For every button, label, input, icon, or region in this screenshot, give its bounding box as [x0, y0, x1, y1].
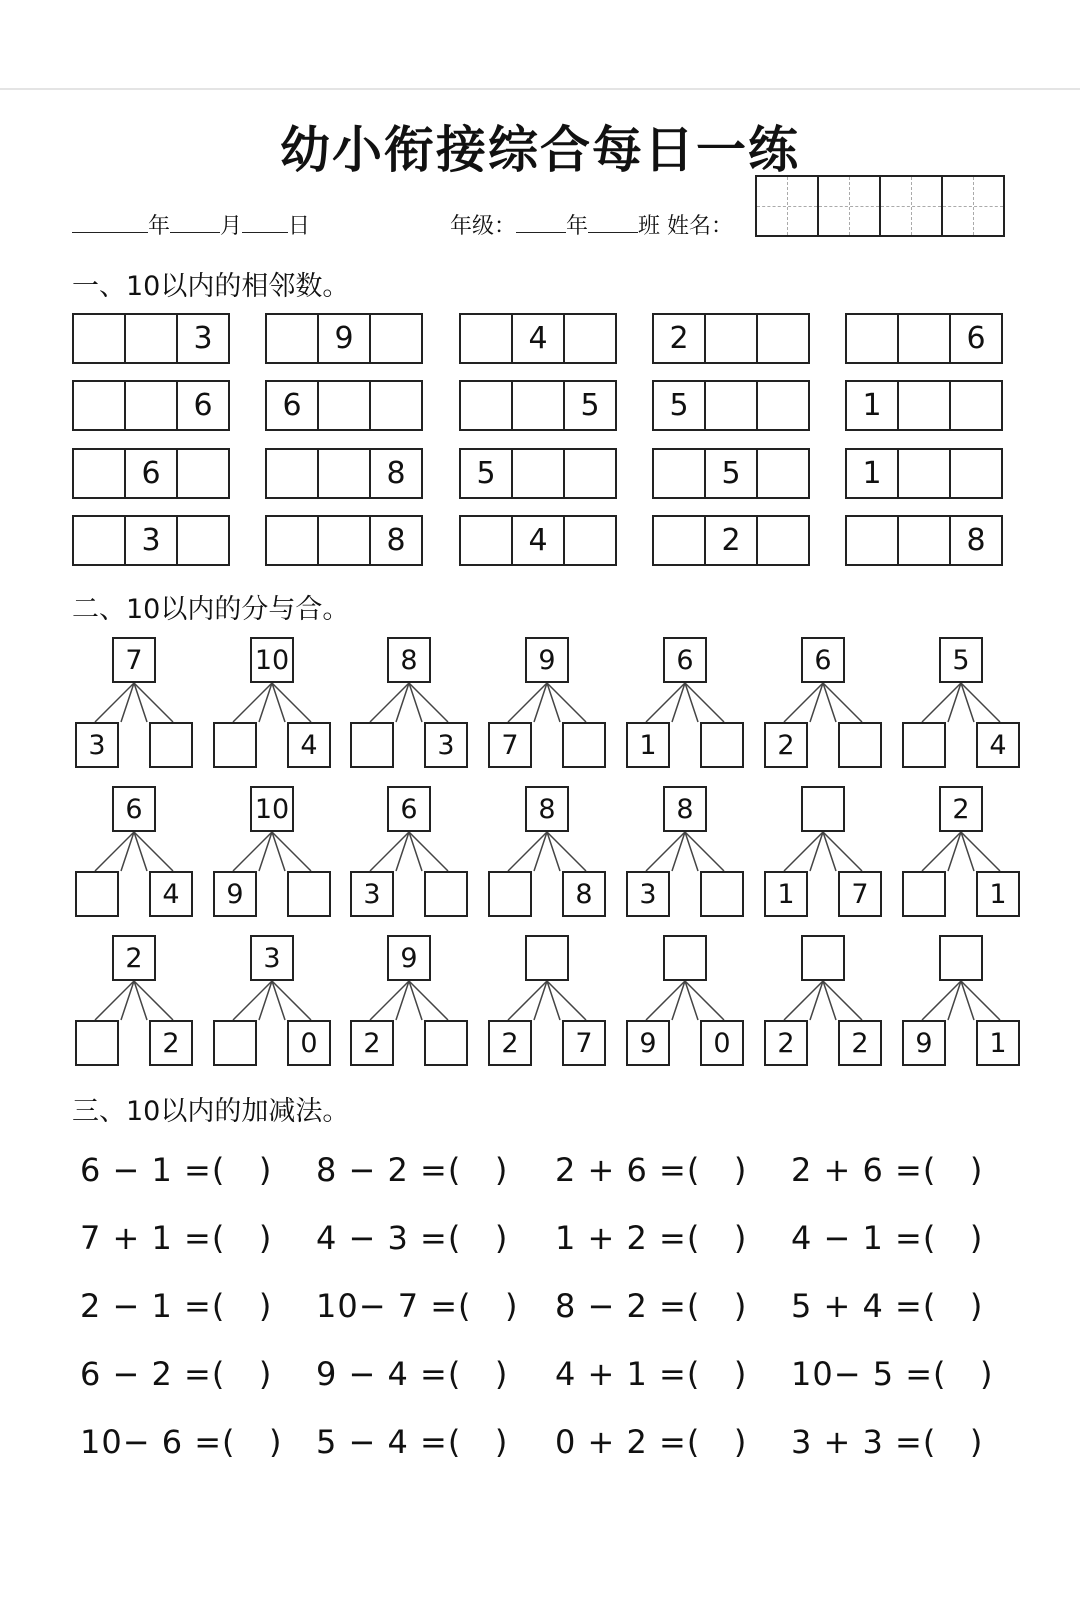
- given-number-cell: 6: [126, 450, 178, 497]
- given-number-cell: 5: [580, 388, 600, 423]
- bond-part-box[interactable]: [424, 1020, 468, 1066]
- given-number-cell: 8: [966, 523, 986, 558]
- name-label: 姓名：: [667, 214, 734, 239]
- bond-part-box[interactable]: [424, 871, 468, 917]
- equation[interactable]: 4 + 1 =( ): [555, 1355, 748, 1393]
- equation[interactable]: 6 − 1 =( ): [80, 1151, 273, 1189]
- bond-total-box: 5: [939, 637, 983, 683]
- bond-part-box[interactable]: [287, 871, 331, 917]
- bond-total-box: 8: [663, 786, 707, 832]
- equation[interactable]: 2 + 6 =( ): [791, 1151, 984, 1189]
- bond-part-box[interactable]: [902, 871, 946, 917]
- bond-total-box[interactable]: [663, 935, 707, 981]
- bond-part-box: 3: [626, 871, 670, 917]
- bond-part-box: 9: [213, 871, 257, 917]
- equation[interactable]: 5 − 4 =( ): [316, 1423, 509, 1461]
- bond-part-box[interactable]: [75, 871, 119, 917]
- bond-part-box[interactable]: [700, 722, 744, 768]
- bond-part-box: 7: [838, 871, 882, 917]
- given-number-cell: 6: [966, 321, 986, 356]
- day-label: 日: [288, 214, 311, 239]
- bond-part-box[interactable]: [488, 871, 532, 917]
- given-number-cell: 1: [847, 382, 899, 429]
- bond-part-box: 8: [562, 871, 606, 917]
- bond-part-box[interactable]: [562, 722, 606, 768]
- bond-total-box: 9: [525, 637, 569, 683]
- equation[interactable]: 2 + 6 =( ): [555, 1151, 748, 1189]
- equation[interactable]: 10− 7 =( ): [316, 1287, 519, 1325]
- bond-part-box: 1: [626, 722, 670, 768]
- bond-total-box: 3: [250, 935, 294, 981]
- bond-total-box: 8: [387, 637, 431, 683]
- given-number-cell: 6: [193, 388, 213, 423]
- bond-part-box: 2: [838, 1020, 882, 1066]
- given-number-cell: 3: [126, 517, 178, 564]
- bond-part-box[interactable]: [213, 722, 257, 768]
- section3-title: 三、10以内的加减法。: [72, 1096, 350, 1127]
- equation[interactable]: 1 + 2 =( ): [555, 1219, 748, 1257]
- grade-year-label: 年: [566, 214, 589, 239]
- given-number-cell: 5: [461, 450, 513, 497]
- bond-part-box: 2: [350, 1020, 394, 1066]
- bond-part-box: 4: [149, 871, 193, 917]
- given-number-cell: 2: [706, 517, 758, 564]
- equation[interactable]: 9 − 4 =( ): [316, 1355, 509, 1393]
- bond-part-box: 4: [287, 722, 331, 768]
- given-number-cell: 8: [386, 523, 406, 558]
- bond-total-box[interactable]: [801, 786, 845, 832]
- bond-part-box[interactable]: [838, 722, 882, 768]
- bond-total-box: 2: [112, 935, 156, 981]
- section1-title: 一、10以内的相邻数。: [72, 271, 350, 302]
- equation[interactable]: 0 + 2 =( ): [555, 1423, 748, 1461]
- bond-part-box[interactable]: [902, 722, 946, 768]
- year-label: 年: [148, 214, 171, 239]
- month-label: 月: [220, 214, 243, 239]
- bond-total-box: 10: [250, 786, 294, 832]
- bond-part-box: 3: [424, 722, 468, 768]
- bond-part-box[interactable]: [213, 1020, 257, 1066]
- given-number-cell: 4: [513, 315, 565, 362]
- bond-total-box[interactable]: [525, 935, 569, 981]
- bond-part-box: 2: [764, 722, 808, 768]
- bond-part-box[interactable]: [149, 722, 193, 768]
- bond-part-box: 9: [902, 1020, 946, 1066]
- bond-part-box: 2: [488, 1020, 532, 1066]
- given-number-cell: 8: [386, 456, 406, 491]
- bond-part-box: 1: [976, 871, 1020, 917]
- bond-part-box[interactable]: [75, 1020, 119, 1066]
- bond-part-box: 7: [488, 722, 532, 768]
- class-label: 班: [638, 214, 661, 239]
- given-number-cell: 5: [654, 382, 706, 429]
- bond-total-box: 6: [112, 786, 156, 832]
- bond-part-box: 9: [626, 1020, 670, 1066]
- equation[interactable]: 8 − 2 =( ): [316, 1151, 509, 1189]
- bond-total-box: 2: [939, 786, 983, 832]
- equation[interactable]: 10− 5 =( ): [791, 1355, 994, 1393]
- bond-part-box: 4: [976, 722, 1020, 768]
- equation[interactable]: 8 − 2 =( ): [555, 1287, 748, 1325]
- bond-total-box[interactable]: [801, 935, 845, 981]
- bond-total-box: 6: [801, 637, 845, 683]
- given-number-cell: 1: [847, 450, 899, 497]
- bond-total-box: 6: [663, 637, 707, 683]
- bond-part-box: 2: [764, 1020, 808, 1066]
- grade-label: 年级：: [450, 214, 517, 239]
- bond-part-box: 1: [764, 871, 808, 917]
- bond-total-box: 7: [112, 637, 156, 683]
- equation[interactable]: 3 + 3 =( ): [791, 1423, 984, 1461]
- given-number-cell: 9: [319, 315, 371, 362]
- equation[interactable]: 10− 6 =( ): [80, 1423, 283, 1461]
- bond-part-box: 3: [350, 871, 394, 917]
- bond-part-box[interactable]: [350, 722, 394, 768]
- bond-total-box: 8: [525, 786, 569, 832]
- equation[interactable]: 7 + 1 =( ): [80, 1219, 273, 1257]
- equation[interactable]: 4 − 1 =( ): [791, 1219, 984, 1257]
- given-number-cell: 6: [267, 382, 319, 429]
- page-title: 幼小衔接综合每日一练: [280, 121, 800, 179]
- given-number-cell: 3: [193, 321, 213, 356]
- equation[interactable]: 4 − 3 =( ): [316, 1219, 509, 1257]
- bond-part-box: 0: [700, 1020, 744, 1066]
- bond-part-box[interactable]: [700, 871, 744, 917]
- bond-part-box: 7: [562, 1020, 606, 1066]
- equation[interactable]: 6 − 2 =( ): [80, 1355, 273, 1393]
- bond-total-box: 6: [387, 786, 431, 832]
- bond-total-box[interactable]: [939, 935, 983, 981]
- bond-part-box: 3: [75, 722, 119, 768]
- given-number-cell: 4: [513, 517, 565, 564]
- bond-part-box: 1: [976, 1020, 1020, 1066]
- equation[interactable]: 2 − 1 =( ): [80, 1287, 273, 1325]
- given-number-cell: 2: [654, 315, 706, 362]
- given-number-cell: 5: [706, 450, 758, 497]
- bond-total-box: 9: [387, 935, 431, 981]
- equation[interactable]: 5 + 4 =( ): [791, 1287, 984, 1325]
- bond-part-box: 0: [287, 1020, 331, 1066]
- section2-title: 二、10以内的分与合。: [72, 594, 350, 625]
- bond-total-box: 10: [250, 637, 294, 683]
- bond-part-box: 2: [149, 1020, 193, 1066]
